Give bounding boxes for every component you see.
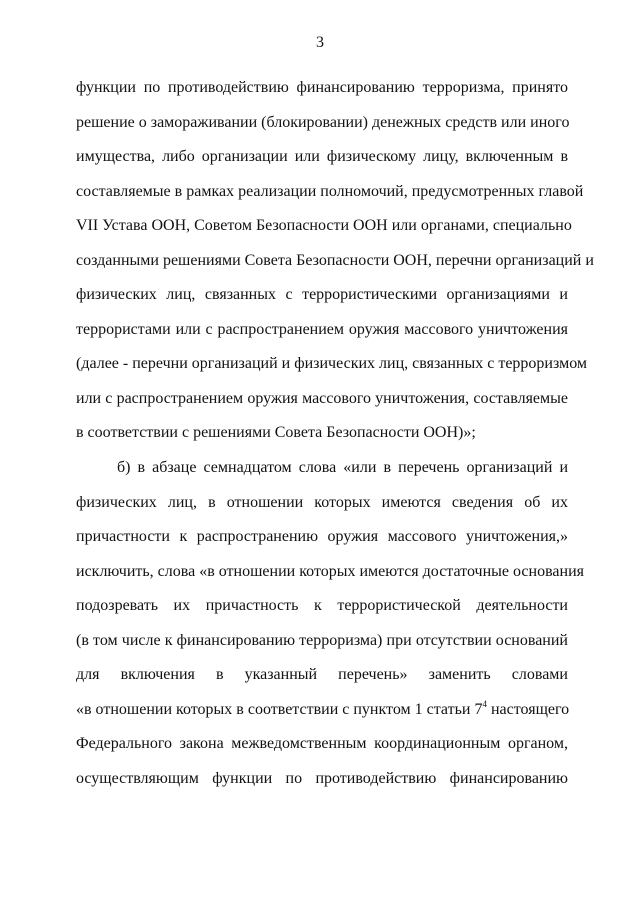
text-line: или с распространением оружия массового уничтожения, составляемые: [76, 389, 568, 407]
text-line: [76, 693, 568, 728]
text-line: созданными решениями Совета Безопасности ООН, перечни организаций и: [76, 251, 594, 269]
paragraph-1: [76, 71, 594, 451]
text-line: осуществляющим функции по противодействию финансированию: [76, 769, 568, 787]
text-line-part: «в отношении которых в соответствии с пунктом 1 статьи 7: [76, 700, 483, 718]
text-line: причастности к распространению оружия массового уничтожения,»: [76, 528, 568, 546]
text-line: б) в абзаце семнадцатом слова «или в перечень организаций и: [117, 459, 568, 477]
text-line: функции по противодействию финансированию терроризма, принято: [76, 79, 568, 96]
text-line: физических лиц, связанных с террористическими организациями и: [76, 286, 568, 304]
text-line-part: настоящего: [490, 700, 570, 718]
text-line: (в том числе к финансированию терроризма) при отсутствии оснований: [76, 631, 568, 649]
document-body: [76, 71, 594, 796]
text-line: для включения в указанный перечень» заменить словами: [76, 666, 568, 684]
superscript: 4: [482, 698, 487, 709]
page-number: 3: [316, 34, 324, 51]
text-line: в соответствии с решениями Совета Безопасности ООН)»;: [76, 424, 476, 442]
text-line: Федерального закона межведомственным координационным органом,: [76, 735, 568, 753]
text-line: имущества, либо организации или физическому лицу, включенным в: [76, 148, 568, 166]
text-line: составляемые в рамках реализации полномочий, предусмотренных главой: [76, 182, 584, 200]
text-line: террористами или с распространением оружия массового уничтожения: [76, 320, 568, 338]
text-line: (далее - перечни организаций и физических лиц, связанных с терроризмом: [76, 355, 588, 373]
text-line: физических лиц, в отношении которых имеются сведения об их: [76, 493, 568, 511]
text-line: исключить, слова «в отношении которых имеются достаточные основания: [76, 562, 584, 580]
text-line: VII Устава ООН, Советом Безопасности ООН или органами, специально: [76, 217, 572, 235]
text-line: решение о замораживании (блокировании) денежных средств или иного: [76, 113, 570, 131]
text-line: подозревать их причастность к террористической деятельности: [76, 597, 568, 615]
paragraph-2: [76, 451, 584, 796]
